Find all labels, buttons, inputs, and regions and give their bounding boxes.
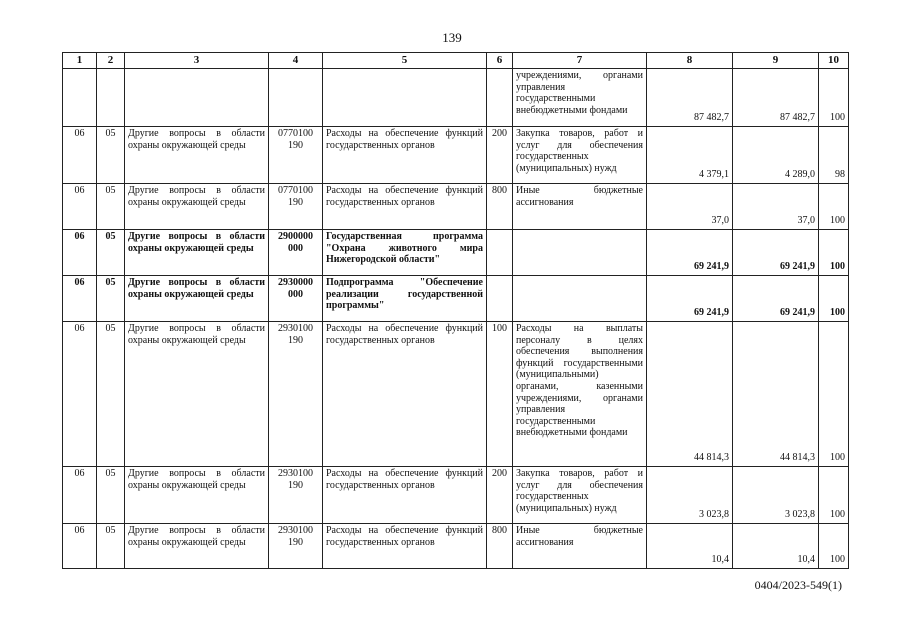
column-header: 3 [125,53,269,69]
target-article-name: Расходы на обеспечение функций государственных органов [323,184,487,230]
budget-table [62,52,849,569]
section-code [63,69,97,127]
section-code: 06 [63,322,97,467]
execution-percent: 100 [819,322,849,467]
subsection-code: 05 [97,230,125,276]
planned-amount: 69 241,9 [647,230,733,276]
expense-type-name: Закупка товаров, работ и услуг для обеспечения государственных (муниципальных) нужд [513,127,647,184]
target-article-code: 2930100 190 [269,322,323,467]
table-row [63,230,849,276]
executed-amount: 37,0 [733,184,819,230]
section-name: Другие вопросы в области охраны окружающей среды [125,184,269,230]
expense-type-code [487,69,513,127]
table-row [63,127,849,184]
table-row [63,69,849,127]
target-article-name: Расходы на обеспечение функций государственных органов [323,524,487,569]
expense-type-code: 100 [487,322,513,467]
target-article-code: 2930100 190 [269,467,323,524]
section-name: Другие вопросы в области охраны окружающей среды [125,322,269,467]
column-header: 10 [819,53,849,69]
planned-amount: 87 482,7 [647,69,733,127]
executed-amount: 87 482,7 [733,69,819,127]
subsection-code: 05 [97,524,125,569]
column-header: 2 [97,53,125,69]
expense-type-name: Закупка товаров, работ и услуг для обеспечения государственных (муниципальных) нужд [513,467,647,524]
planned-amount: 44 814,3 [647,322,733,467]
executed-amount: 10,4 [733,524,819,569]
section-name: Другие вопросы в области охраны окружающей среды [125,127,269,184]
section-code: 06 [63,276,97,322]
executed-amount: 3 023,8 [733,467,819,524]
subsection-code: 05 [97,276,125,322]
subsection-code: 05 [97,467,125,524]
executed-amount: 69 241,9 [733,276,819,322]
execution-percent: 100 [819,230,849,276]
execution-percent: 100 [819,184,849,230]
target-article-name: Государственная программа "Охрана животного мира Нижегородской области" [323,230,487,276]
target-article-code [269,69,323,127]
target-article-code: 0770100 190 [269,127,323,184]
subsection-code: 05 [97,127,125,184]
section-code: 06 [63,467,97,524]
target-article-name: Подпрограмма "Обеспечение реализации государственной программы" [323,276,487,322]
column-header: 4 [269,53,323,69]
planned-amount: 3 023,8 [647,467,733,524]
expense-type-code: 800 [487,524,513,569]
section-code: 06 [63,127,97,184]
planned-amount: 10,4 [647,524,733,569]
table-row [63,184,849,230]
subsection-code: 05 [97,184,125,230]
target-article-code: 0770100 190 [269,184,323,230]
table-row [63,322,849,467]
section-code: 06 [63,184,97,230]
execution-percent: 100 [819,69,849,127]
target-article-name [323,69,487,127]
expense-type-name: Расходы на выплаты персоналу в целях обеспечения выполнения функций государственными (муниципальными) органами, казенными учреждениями, органами управления государственными внебюджетными фондами [513,322,647,467]
table-row [63,524,849,569]
section-name: Другие вопросы в области охраны окружающей среды [125,230,269,276]
target-article-code: 2930000 000 [269,276,323,322]
expense-type-code [487,230,513,276]
subsection-code: 05 [97,322,125,467]
document-code: 0404/2023-549(1) [754,578,842,592]
target-article-name: Расходы на обеспечение функций государственных органов [323,127,487,184]
table-header-row [63,53,849,69]
section-name: Другие вопросы в области охраны окружающей среды [125,524,269,569]
section-code: 06 [63,230,97,276]
expense-type-code [487,276,513,322]
section-name [125,69,269,127]
execution-percent: 100 [819,467,849,524]
executed-amount: 4 289,0 [733,127,819,184]
target-article-code: 2930100 190 [269,524,323,569]
planned-amount: 37,0 [647,184,733,230]
execution-percent: 98 [819,127,849,184]
page-number: 139 [442,30,462,45]
executed-amount: 44 814,3 [733,322,819,467]
subsection-code [97,69,125,127]
planned-amount: 69 241,9 [647,276,733,322]
expense-type-name: учреждениями, органами управления государственными внебюджетными фондами [513,69,647,127]
execution-percent: 100 [819,276,849,322]
expense-type-code: 800 [487,184,513,230]
target-article-name: Расходы на обеспечение функций государственных органов [323,467,487,524]
target-article-code: 2900000 000 [269,230,323,276]
column-header: 1 [63,53,97,69]
column-header: 8 [647,53,733,69]
column-header: 5 [323,53,487,69]
target-article-name: Расходы на обеспечение функций государственных органов [323,322,487,467]
expense-type-name: Иные бюджетные ассигнования [513,184,647,230]
column-header: 9 [733,53,819,69]
section-name: Другие вопросы в области охраны окружающей среды [125,467,269,524]
column-header: 7 [513,53,647,69]
expense-type-name [513,230,647,276]
planned-amount: 4 379,1 [647,127,733,184]
column-header: 6 [487,53,513,69]
table-row [63,276,849,322]
expense-type-code: 200 [487,127,513,184]
section-name: Другие вопросы в области охраны окружающей среды [125,276,269,322]
expense-type-name [513,276,647,322]
expense-type-code: 200 [487,467,513,524]
table-row [63,467,849,524]
expense-type-name: Иные бюджетные ассигнования [513,524,647,569]
executed-amount: 69 241,9 [733,230,819,276]
execution-percent: 100 [819,524,849,569]
section-code: 06 [63,524,97,569]
